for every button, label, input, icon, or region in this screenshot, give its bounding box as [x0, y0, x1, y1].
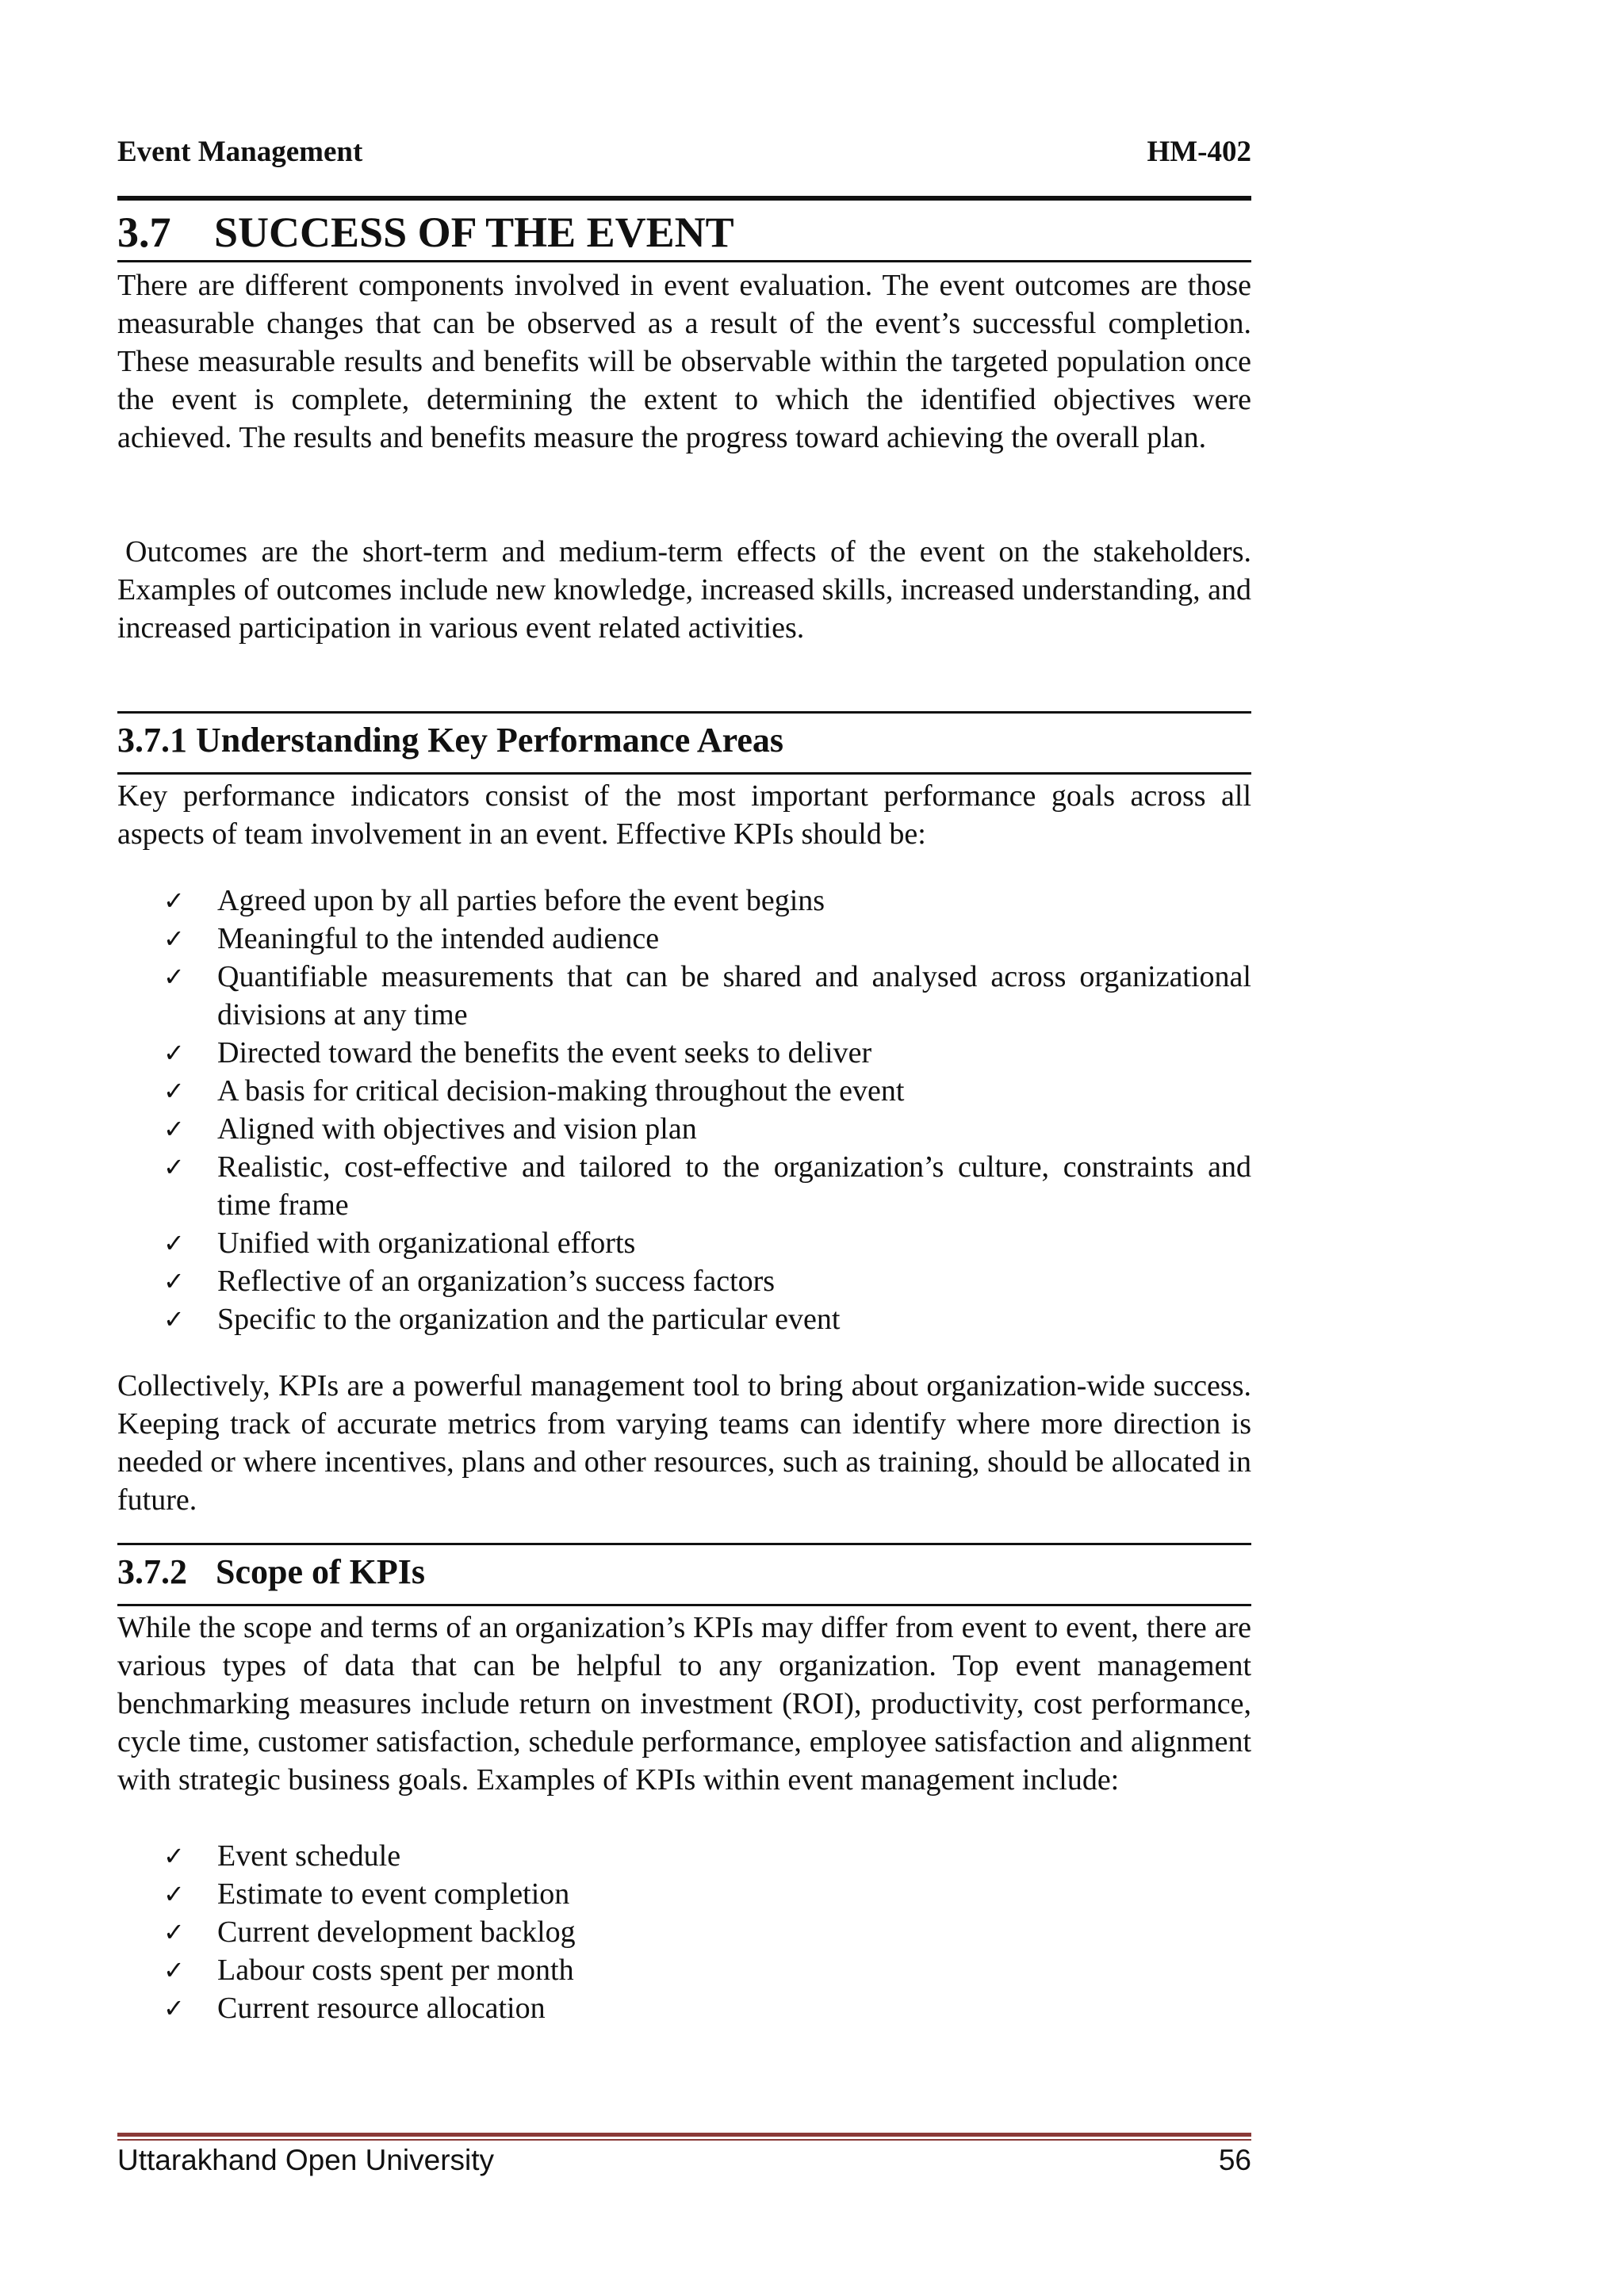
kpi-intro-paragraph — [117, 777, 1251, 853]
list-item-text: Labour costs spent per month — [217, 1954, 574, 1987]
section-title: SUCCESS OF THE EVENT — [214, 209, 734, 256]
checkmark-icon: ✓ — [163, 1038, 185, 1068]
subsection-heading-2 — [117, 1552, 425, 1592]
subsection-rule-top — [117, 711, 1251, 714]
document-page — [117, 0, 1251, 2296]
header-rule — [117, 196, 1251, 201]
list-item — [117, 1913, 1251, 1951]
section-rule — [117, 260, 1251, 262]
kpi-examples-list — [117, 1837, 1251, 2027]
list-item-text: Estimate to event completion — [217, 1877, 570, 1911]
section-paragraph-2 — [117, 533, 1251, 647]
list-item — [117, 1989, 1251, 2027]
list-item-text: Event schedule — [217, 1839, 401, 1873]
list-item — [117, 1300, 1251, 1338]
list-item-text: Current resource allocation — [217, 1992, 546, 2025]
section-heading — [117, 208, 734, 257]
subsection-heading-1: 3.7.1 Understanding Key Performance Areas — [117, 721, 783, 760]
checkmark-icon: ✓ — [163, 1228, 185, 1258]
list-item-text: A basis for critical decision-making throughout the event — [217, 1074, 905, 1108]
list-item — [117, 1110, 1251, 1148]
university-name: Uttarakhand Open University — [117, 2144, 495, 2176]
scope-paragraph — [117, 1609, 1251, 1799]
course-code: HM-402 — [1147, 136, 1251, 168]
checkmark-icon: ✓ — [163, 1917, 185, 1947]
list-item — [117, 882, 1251, 920]
checkmark-icon: ✓ — [163, 1114, 185, 1144]
paragraph-text: Outcomes are the short-term and medium-term effects of the event on the stakeholders. Examples of outcomes include new knowledge, increased skills, increased understanding, and increased participation in various event related activities. — [117, 535, 1251, 645]
paragraph-text: Collectively, KPIs are a powerful management tool to bring about organization-wide success. Keeping track of accurate metrics from varying teams can identify where more direction is needed or where incentives, plans and other resources, such as training, should be allocated in future. — [117, 1369, 1251, 1517]
paragraph-text: While the scope and terms of an organization’s KPIs may differ from event to event, there are various types of data that can be helpful to any organization. Top event management benchmarking measures include return on investment (ROI), productivity, cost performance, cycle time, customer satisfaction, schedule performance, employee satisfaction and alignment with strategic business goals. Examples of KPIs within event management include: — [117, 1611, 1251, 1797]
checkmark-icon: ✓ — [163, 1266, 185, 1296]
list-item-text: Directed toward the benefits the event seeks to deliver — [217, 1036, 872, 1070]
checkmark-icon: ✓ — [163, 1152, 185, 1182]
footer-rule-thin — [117, 2139, 1251, 2141]
list-item — [117, 920, 1251, 958]
list-item — [117, 1224, 1251, 1262]
paragraph-text: There are different components involved in event evaluation. The event outcomes are those measurable changes that can be observed as a result of the event’s successful completion. These measurable results and benefits will be observable within the targeted population once the event is complete, determining the extent to which the identified objectives were achieved. The results and benefits measure the progress toward achieving the overall plan. — [117, 269, 1251, 454]
list-item — [117, 1034, 1251, 1072]
checkmark-icon: ✓ — [163, 1304, 185, 1334]
paragraph-text: Key performance indicators consist of the most important performance goals across all aspects of team involvement in an event. Effective KPIs should be: — [117, 779, 1251, 851]
subsection-2-rule-top — [117, 1543, 1251, 1545]
list-item-text: Specific to the organization and the particular event — [217, 1303, 841, 1336]
list-item — [117, 1148, 1251, 1224]
checkmark-icon: ✓ — [163, 1955, 185, 1985]
checkmark-icon: ✓ — [163, 924, 185, 954]
checkmark-icon: ✓ — [163, 1879, 185, 1909]
list-item — [117, 1951, 1251, 1989]
list-item — [117, 1837, 1251, 1875]
page-header — [117, 135, 1251, 169]
list-item-text: Reflective of an organization’s success factors — [217, 1265, 776, 1298]
page-number: 56 — [1218, 2144, 1251, 2176]
list-item-text: Realistic, cost-effective and tailored to the organization’s culture, constraints and time frame — [217, 1150, 1251, 1222]
list-item-text: Meaningful to the intended audience — [217, 922, 660, 955]
list-item-text: Unified with organizational efforts — [217, 1226, 636, 1260]
checkmark-icon: ✓ — [163, 962, 185, 992]
list-item-text: Aligned with objectives and vision plan — [217, 1112, 697, 1146]
checkmark-icon: ✓ — [163, 1841, 185, 1871]
page-footer — [117, 2144, 1251, 2177]
list-item-text: Current development backlog — [217, 1915, 576, 1949]
list-item — [117, 1875, 1251, 1913]
list-item — [117, 958, 1251, 1034]
list-item-text: Quantifiable measurements that can be shared and analysed across organizational divisions at any time — [217, 960, 1251, 1031]
checkmark-icon: ✓ — [163, 886, 185, 916]
subsection-rule-bottom — [117, 772, 1251, 775]
kpi-criteria-list — [117, 882, 1251, 1338]
list-item-text: Agreed upon by all parties before the event begins — [217, 884, 825, 917]
list-item — [117, 1072, 1251, 1110]
section-number: 3.7 — [117, 209, 171, 256]
subsection-title: Scope of KPIs — [216, 1552, 425, 1591]
checkmark-icon: ✓ — [163, 1993, 185, 2023]
course-title: Event Management — [117, 136, 363, 168]
kpi-closing-paragraph — [117, 1367, 1251, 1519]
subsection-2-rule-bottom — [117, 1604, 1251, 1606]
section-paragraph-1 — [117, 266, 1251, 457]
subsection-number: 3.7.2 — [117, 1552, 187, 1591]
checkmark-icon: ✓ — [163, 1076, 185, 1106]
footer-rule-thick — [117, 2133, 1251, 2137]
list-item — [117, 1262, 1251, 1300]
